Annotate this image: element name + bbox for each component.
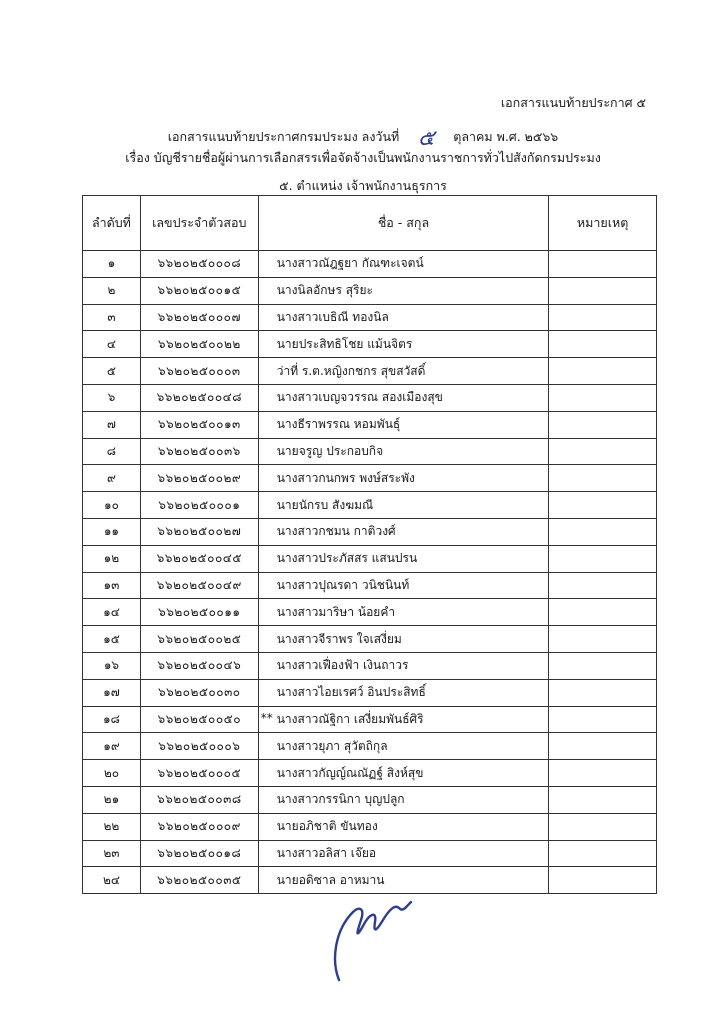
row-exam-id: ๖๖๒๐๒๕๐๐๐๙: [140, 813, 258, 840]
handwritten-day: ๕: [417, 126, 435, 151]
table-row: [83, 733, 657, 760]
row-order: ๑๙: [83, 733, 141, 760]
row-full-name-cell: [258, 518, 549, 545]
row-order: ๒๔: [83, 867, 141, 894]
row-remarks: [549, 840, 657, 867]
table-row: [83, 518, 657, 545]
row-full-name: นางสาวกนกพร พงษ์สระพัง: [276, 470, 415, 485]
row-full-name-cell: [258, 572, 549, 599]
row-full-name-cell: [258, 304, 549, 331]
row-full-name: นางสาวประภัสสร แสนปรน: [276, 551, 418, 566]
row-full-name: นางสาวกัญญ์ณณัฏฐ์ สิงห์สุข: [276, 765, 424, 780]
row-remarks: [549, 599, 657, 626]
row-remarks: [549, 652, 657, 679]
row-order: ๒: [83, 277, 141, 304]
table-row: [83, 411, 657, 438]
row-exam-id: ๖๖๒๐๒๕๐๐๔๖: [140, 652, 258, 679]
row-exam-id: ๖๖๒๐๒๕๐๐๑๕: [140, 277, 258, 304]
row-full-name: นางสาวณัฐิกา เสงี่ยมพันธ์ศิริ: [276, 711, 424, 726]
title-suffix: ตุลาคม พ.ศ. ๒๕๖๖: [453, 129, 559, 144]
row-remarks: [549, 867, 657, 894]
row-full-name-cell: [258, 358, 549, 385]
row-order: ๕: [83, 358, 141, 385]
row-full-name-cell: [258, 438, 549, 465]
table-row: [83, 251, 657, 278]
row-exam-id: ๖๖๒๐๒๕๐๐๕๐: [140, 706, 258, 733]
row-full-name: นางสาวมาริษา น้อยคำ: [276, 604, 396, 619]
table-row: [83, 492, 657, 519]
table-row: [83, 304, 657, 331]
row-order: ๑๖: [83, 652, 141, 679]
row-full-name: นางสาวจีราพร ใจเสงี่ยม: [276, 631, 402, 646]
row-full-name-cell: [258, 679, 549, 706]
row-full-name: นายประสิทธิโชย แม้นจิตร: [276, 336, 413, 351]
row-full-name-cell: [258, 465, 549, 492]
row-exam-id: ๖๖๒๐๒๕๐๐๑๘: [140, 840, 258, 867]
row-remarks: [549, 492, 657, 519]
document-reference: เอกสารแนบท้ายประกาศ ๕: [500, 95, 646, 110]
row-remarks: [549, 384, 657, 411]
row-remarks: [549, 358, 657, 385]
row-remarks: [549, 545, 657, 572]
table-row: [83, 572, 657, 599]
table-row: [83, 438, 657, 465]
row-exam-id: ๖๖๒๐๒๕๐๐๐๖: [140, 733, 258, 760]
row-order: ๖: [83, 384, 141, 411]
row-remarks: [549, 786, 657, 813]
table-row: [83, 545, 657, 572]
row-full-name: นายนักรบ สังฆมณี: [276, 497, 374, 512]
row-exam-id: ๖๖๒๐๒๕๐๐๐๘: [140, 251, 258, 278]
signature-mark: [325, 890, 425, 985]
table-row: [83, 384, 657, 411]
row-order: ๒๒: [83, 813, 141, 840]
row-remarks: [549, 733, 657, 760]
row-full-name: นางสาวเบธิณี ทองนิล: [276, 309, 389, 324]
row-full-name-cell: [258, 786, 549, 813]
table-row: [83, 626, 657, 653]
row-full-name: นางสาวกรรนิกา บุญปลูก: [276, 792, 405, 807]
table-row: [83, 706, 657, 733]
row-remarks: [549, 304, 657, 331]
row-full-name: นางสาวกชมน กาติวงศ์: [276, 524, 396, 539]
table-row: [83, 813, 657, 840]
row-remarks: [549, 572, 657, 599]
row-full-name: นายอภิชาติ ขันทอง: [276, 819, 378, 834]
row-order: ๑๓: [83, 572, 141, 599]
table-row: [83, 679, 657, 706]
table-row: [83, 599, 657, 626]
row-full-name: นางนิลอักษร สุริยะ: [276, 283, 373, 298]
row-full-name: นางสาวอลิสา เจ๊ยอ: [276, 845, 377, 860]
row-full-name-cell: [258, 384, 549, 411]
row-exam-id: ๖๖๒๐๒๕๐๐๑๑: [140, 599, 258, 626]
row-exam-id: ๖๖๒๐๒๕๐๐๐๑: [140, 492, 258, 519]
row-order: ๒๐: [83, 760, 141, 787]
row-full-name: นางสาวเฟื่องฟ้า เงินถาวร: [276, 658, 409, 673]
position-heading: ๕. ตำแหน่ง เจ้าพนักงานธุรการ: [279, 178, 447, 193]
row-remarks: [549, 438, 657, 465]
header-full-name: ชื่อ - สกุล: [258, 196, 549, 251]
row-order: ๑๔: [83, 599, 141, 626]
row-full-name: นางธีราพรรณ หอมพันธุ์: [276, 417, 401, 432]
row-remarks: [549, 518, 657, 545]
row-full-name-cell: [258, 492, 549, 519]
table-row: [83, 760, 657, 787]
row-order: ๓: [83, 304, 141, 331]
row-exam-id: ๖๖๒๐๒๕๐๐๔๕: [140, 545, 258, 572]
row-order: ๗: [83, 411, 141, 438]
row-full-name-cell: [258, 813, 549, 840]
row-full-name-cell: [258, 760, 549, 787]
table-header-row: [83, 196, 657, 251]
row-flag-mark: **: [260, 710, 273, 725]
row-exam-id: ๖๖๒๐๒๕๐๐๒๒: [140, 331, 258, 358]
row-full-name: นายอดิซาล อาหมาน: [276, 872, 385, 887]
row-full-name: นางสาวไอยเรศว์ อินประสิทธิ์: [276, 685, 426, 700]
row-exam-id: ๖๖๒๐๒๕๐๐๔๙: [140, 572, 258, 599]
row-exam-id: ๖๖๒๐๒๕๐๐๒๗: [140, 518, 258, 545]
row-exam-id: ๖๖๒๐๒๕๐๐๐๓: [140, 358, 258, 385]
row-order: ๔: [83, 331, 141, 358]
row-full-name: นางสาวณัฎฐยา กัณฑะเจตน์: [276, 256, 424, 271]
candidate-table: [82, 195, 657, 894]
row-remarks: [549, 679, 657, 706]
row-order: ๑๐: [83, 492, 141, 519]
row-order: ๑๒: [83, 545, 141, 572]
row-remarks: [549, 706, 657, 733]
row-remarks: [549, 813, 657, 840]
row-exam-id: ๖๖๒๐๒๕๐๐๒๕: [140, 626, 258, 653]
table-row: [83, 277, 657, 304]
row-full-name-cell: [258, 652, 549, 679]
row-full-name-cell: [258, 251, 549, 278]
row-order: ๑๑: [83, 518, 141, 545]
row-remarks: [549, 411, 657, 438]
row-remarks: [549, 331, 657, 358]
row-full-name-cell: [258, 545, 549, 572]
row-remarks: [549, 465, 657, 492]
announcement-subject: เรื่อง บัญชีรายชื่อผู้ผ่านการเลือกสรรเพื่อจัดจ้างเป็นพนักงานราชการทั่วไปสังกัดกรมประมง: [125, 150, 601, 165]
row-full-name: นางสาวเบญจวรรณ สองเมืองสุข: [276, 390, 443, 405]
row-exam-id: ๖๖๒๐๒๕๐๐๑๓: [140, 411, 258, 438]
header-exam-id: เลขประจำตัวสอบ: [140, 196, 258, 251]
row-full-name: นางสาวยุภา สุวัตถิกุล: [276, 738, 388, 753]
row-order: ๑๗: [83, 679, 141, 706]
header-order: ลำดับที่: [83, 196, 141, 251]
row-order: ๘: [83, 438, 141, 465]
row-remarks: [549, 626, 657, 653]
row-full-name-cell: [258, 411, 549, 438]
row-order: ๒๑: [83, 786, 141, 813]
row-full-name-cell: [258, 331, 549, 358]
row-order: ๑๘: [83, 706, 141, 733]
row-exam-id: ๖๖๒๐๒๕๐๐๔๘: [140, 384, 258, 411]
row-order: ๒๓: [83, 840, 141, 867]
table-row: [83, 358, 657, 385]
table-row: [83, 331, 657, 358]
row-exam-id: ๖๖๒๐๒๕๐๐๓๘: [140, 786, 258, 813]
row-exam-id: ๖๖๒๐๒๕๐๐๓๕: [140, 867, 258, 894]
row-full-name-cell: [258, 599, 549, 626]
title-prefix: เอกสารแนบท้ายประกาศกรมประมง ลงวันที่: [167, 129, 400, 144]
row-full-name-cell: [258, 840, 549, 867]
table-row: [83, 786, 657, 813]
row-full-name-cell: [258, 706, 549, 733]
row-order: ๑๕: [83, 626, 141, 653]
row-exam-id: ๖๖๒๐๒๕๐๐๐๕: [140, 760, 258, 787]
row-full-name: นายจรูญ ประกอบกิจ: [276, 443, 384, 458]
table-row: [83, 465, 657, 492]
row-full-name: นางสาวปุณรดา วนิชนินท์: [276, 577, 410, 592]
row-exam-id: ๖๖๒๐๒๕๐๐๓๐: [140, 679, 258, 706]
row-order: ๑: [83, 251, 141, 278]
row-full-name-cell: [258, 626, 549, 653]
row-exam-id: ๖๖๒๐๒๕๐๐๒๙: [140, 465, 258, 492]
row-full-name-cell: [258, 277, 549, 304]
header-remarks: หมายเหตุ: [549, 196, 657, 251]
table-row: [83, 652, 657, 679]
row-remarks: [549, 277, 657, 304]
row-exam-id: ๖๖๒๐๒๕๐๐๐๗: [140, 304, 258, 331]
row-remarks: [549, 251, 657, 278]
table-row: [83, 840, 657, 867]
row-order: ๙: [83, 465, 141, 492]
row-remarks: [549, 760, 657, 787]
row-full-name: ว่าที่ ร.ต.หญิงกชกร สุขสวัสดิ์: [276, 363, 426, 378]
row-exam-id: ๖๖๒๐๒๕๐๐๓๖: [140, 438, 258, 465]
row-full-name-cell: [258, 733, 549, 760]
